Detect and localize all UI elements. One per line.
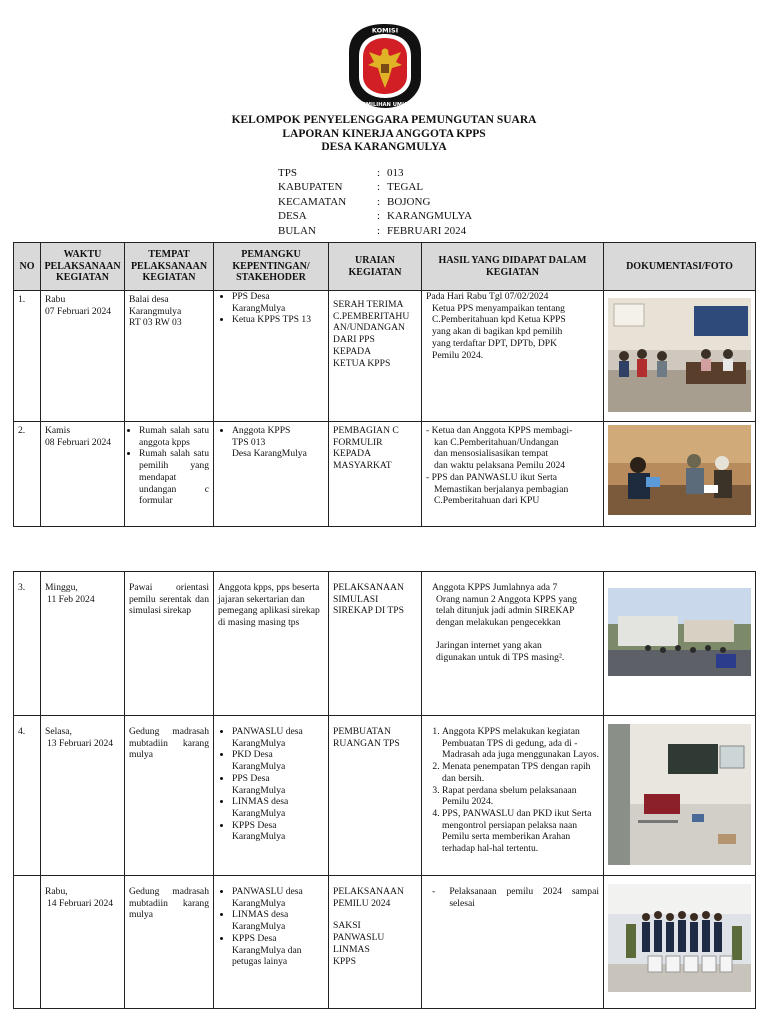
table-row — [14, 291, 756, 422]
row-tempat: Balai desa Karangmulya RT 03 RW 03 — [125, 291, 214, 422]
row-uraian: SERAH TERIMA C.PEMBERITAHU AN/UNDANGAN DARI PPS KEPADA KETUA KPPS — [329, 291, 422, 422]
info-row: KECAMATAN : BOJONG — [278, 195, 431, 208]
row-dokumentasi — [604, 422, 756, 527]
row-waktu: Rabu 07 Februari 2024 — [41, 291, 125, 422]
table-row — [14, 876, 756, 1009]
distribution-photo — [608, 425, 751, 515]
kpu-logo — [347, 22, 423, 110]
svg-text:KOMISI: KOMISI — [371, 26, 399, 35]
report-heading — [0, 114, 768, 155]
info-label: DESA — [278, 210, 307, 223]
heading-line-1: KELOMPOK PENYELENGGARA PEMUNGUTAN SUARA — [231, 114, 537, 126]
row-uraian: PEMBUATAN RUANGAN TPS — [329, 716, 422, 876]
report-info — [278, 166, 472, 238]
row-uraian: PELAKSANAAN SIMULASI SIREKAP DI TPS — [329, 572, 422, 716]
info-label: KECAMATAN — [278, 195, 347, 208]
simulation-photo — [608, 588, 751, 676]
info-label: BULAN — [278, 224, 316, 237]
row-uraian: PELAKSANAAN PEMILU 2024 SAKSI PANWASLU LINMAS KPPS — [329, 876, 422, 1009]
info-value: KARANGMULYA — [387, 210, 473, 223]
row-stakeholders: • PANWASLU desa KarangMulya • PKD Desa KarangMulya • PPS Desa KarangMulya • LINMAS desa KarangMulya • KPPS Desa KarangMulya — [214, 716, 329, 876]
row-dokumentasi — [604, 291, 756, 422]
info-row: KABUPATEN : TEGAL — [278, 181, 424, 194]
heading-line-3: DESA KARANGMULYA — [321, 141, 447, 153]
row-no: 4. — [14, 716, 41, 876]
info-value: 013 — [387, 167, 404, 179]
heading-line-2: LAPORAN KINERJA ANGGOTA KPPS — [282, 127, 486, 140]
col-waktu: WAKTU PELAKSANAAN KEGIATAN — [41, 243, 125, 291]
info-row: BULAN : FEBRUARI 2024 — [278, 224, 467, 237]
classroom-photo — [608, 724, 751, 865]
row-dokumentasi — [604, 876, 756, 1009]
info-value: BOJONG — [387, 195, 431, 208]
row-no — [14, 876, 41, 1009]
col-no: NO — [14, 243, 41, 291]
meeting-photo — [608, 298, 751, 412]
row-hasil: Pada Hari Rabu Tgl 07/02/2024 Ketua PPS menyampaikan tentang C.Pemberitahuan kpd Ketua KPPS yang akan di bagikan kpd pemilih yang terdaftar DPT, DPTb, DPK Pemilu 2024. — [422, 291, 604, 422]
row-no: 3. — [14, 572, 41, 716]
row-uraian: PEMBAGIAN C FORMULIR KEPADA MASYARKAT — [329, 422, 422, 527]
table-header-row — [14, 243, 756, 291]
row-stakeholders: Anggota kpps, pps beserta jajaran sekertarian dan pemegang aplikasi sirekap di masing masing tps — [214, 572, 329, 716]
row-stakeholders: • Anggota KPPS TPS 013 Desa KarangMulya — [214, 422, 329, 527]
report-table-1 — [13, 242, 756, 527]
table-row — [14, 572, 756, 716]
col-uraian: URAIAN KEGIATAN — [329, 243, 422, 291]
row-waktu: Rabu, 14 Februari 2024 — [41, 876, 125, 1009]
info-row: TPS : 013 — [278, 167, 404, 179]
row-hasil: - Pelaksanaan pemilu 2024 sampai selesai — [422, 876, 604, 1009]
row-stakeholders: • PPS Desa KarangMulya • Ketua KPPS TPS 13 — [214, 291, 329, 422]
table-row — [14, 716, 756, 876]
row-dokumentasi — [604, 572, 756, 716]
row-tempat: • Rumah salah satu anggota kpps • Rumah salah satu pemilih yang mendapat undangan c formular — [125, 422, 214, 527]
row-waktu: Selasa, 13 Februari 2024 — [41, 716, 125, 876]
col-tempat: TEMPAT PELAKSANAAN KEGIATAN — [125, 243, 214, 291]
info-value: FEBRUARI 2024 — [387, 224, 467, 237]
info-label: KABUPATEN — [278, 181, 343, 194]
row-tempat: Pawai orientasi pemilu serentak dan simulasi sirekap — [125, 572, 214, 716]
row-tempat: Gedung madrasah mubtadiin karang mulya — [125, 716, 214, 876]
row-no: 2. — [14, 422, 41, 527]
info-row: DESA : KARANGMULYA — [278, 210, 473, 223]
svg-text:PEMILIHAN UMUM: PEMILIHAN UMUM — [358, 102, 412, 108]
row-hasil: - Ketua dan Anggota KPPS membagi- kan C.Pemberitahuan/Undangan dan mensosialisasikan tempat dan waktu pelaksana Pemilu 2024 - PPS dan PANWASLU ikut Serta Memastikan berjalanya pembagian C.Pemberitahuan dari KPU — [422, 422, 604, 527]
election-day-photo — [608, 884, 751, 992]
col-hasil: HASIL YANG DIDAPAT DALAM KEGIATAN — [422, 243, 604, 291]
col-pemangku: PEMANGKU KEPENTINGAN/ STAKEHODER — [214, 243, 329, 291]
row-hasil: 1. Anggota KPPS melakukan kegiatan Pembuatan TPS di gedung, ada di - Madrasah ada juga menggunakan Layos. 2. Menata penempatan TPS dengan rapih dan bersih. 3. Rapat perdana sbelum pelaksanaan Pemilu 2024. 4. PPS, PANWASLU dan PKD ikut Serta mengontrol persiapan pelaksa naan Pemilu serta memberikan Arahan terhadap hal-hal tertentu. — [422, 716, 604, 876]
info-value: TEGAL — [387, 181, 424, 194]
report-table-2 — [13, 571, 756, 1009]
row-hasil: Anggota KPPS Jumlahnya ada 7 Orang namun 2 Anggota KPPS yang telah ditunjuk jadi admin SIREKAP dengan melakukan pengecekkan Jaringan internet yang akan digunakan untuk di TPS masing². — [422, 572, 604, 716]
row-dokumentasi — [604, 716, 756, 876]
row-waktu: Kamis 08 Februari 2024 — [41, 422, 125, 527]
row-stakeholders: • PANWASLU desa KarangMulya • LINMAS desa KarangMulya • KPPS Desa KarangMulya dan petugas lainya — [214, 876, 329, 1009]
col-dokumentasi: DOKUMENTASI/FOTO — [604, 243, 756, 291]
info-label: TPS — [278, 167, 297, 179]
table-row — [14, 422, 756, 527]
row-no: 1. — [14, 291, 41, 422]
row-waktu: Minggu, 11 Feb 2024 — [41, 572, 125, 716]
row-tempat: Gedung madrasah mubtadiin karang mulya — [125, 876, 214, 1009]
